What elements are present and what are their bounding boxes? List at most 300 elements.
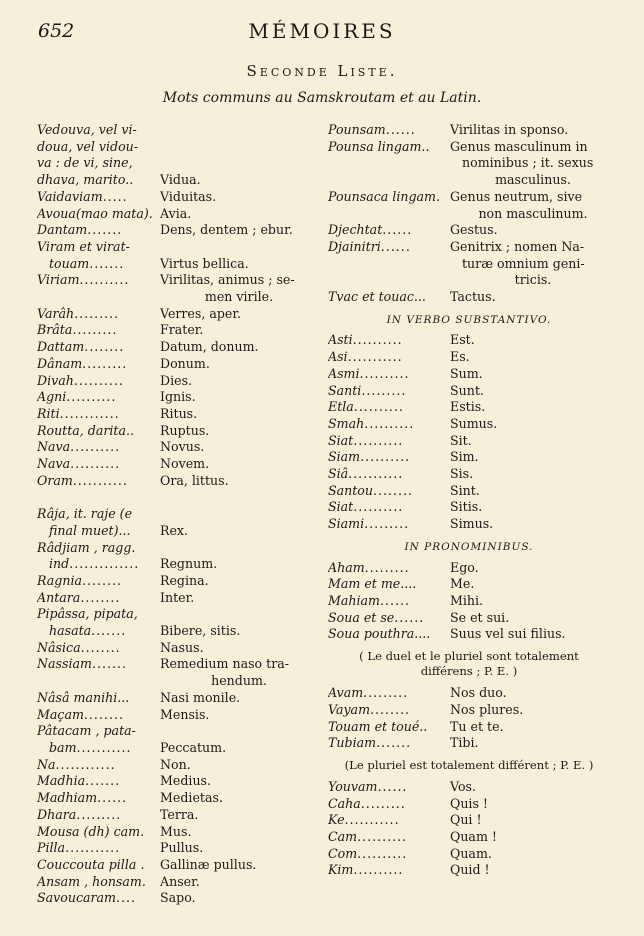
sanskrit-headword <box>37 807 160 824</box>
dictionary-entry <box>328 499 610 516</box>
latin-gloss <box>160 890 312 907</box>
headword-line: Vedouva, vel vi- <box>37 122 137 137</box>
dictionary-entry <box>37 189 312 206</box>
dictionary-entry <box>37 773 312 790</box>
dot-leader: ......... <box>363 685 409 701</box>
latin-gloss <box>160 373 312 390</box>
dictionary-entry <box>37 840 312 857</box>
latin-gloss <box>160 640 312 657</box>
gloss-line <box>160 723 312 740</box>
headword-line: Tubiam....... <box>328 735 412 751</box>
gloss-line: Genitrix ; nomen Na- <box>450 238 585 254</box>
sanskrit-headword <box>328 483 450 500</box>
dictionary-entry <box>328 289 610 306</box>
note-line: ( Le duel et le pluriel sont totalement <box>359 649 579 664</box>
gloss-line: Quid ! <box>450 862 490 878</box>
dictionary-entry <box>37 757 312 774</box>
dictionary-entry <box>37 206 312 223</box>
gloss-line: Vidua. <box>160 172 201 188</box>
headword-line: Siâ........... <box>328 466 404 482</box>
headword-line: Couccouta pilla . <box>37 856 145 872</box>
gloss-line: Gestus. <box>450 222 498 238</box>
dictionary-entry <box>328 610 610 627</box>
gloss-line: Ego. <box>450 559 479 575</box>
sanskrit-headword <box>328 433 450 450</box>
latin-gloss <box>160 122 312 189</box>
running-head: MÉMOIRES <box>248 19 396 43</box>
headword-line: Riti............ <box>37 405 120 421</box>
sanskrit-headword <box>328 812 450 829</box>
gloss-line: Tu et te. <box>450 718 504 734</box>
headword-line: Dhara......... <box>37 806 122 822</box>
dot-leader: .......... <box>352 332 403 348</box>
dictionary-entry <box>328 466 610 483</box>
dot-leader: ........ <box>373 482 414 498</box>
gloss-line: Verres, aper. <box>160 305 242 321</box>
latin-gloss <box>160 590 312 607</box>
headword-line: Nava.......... <box>37 456 121 472</box>
sanskrit-headword <box>328 332 450 349</box>
sanskrit-headword <box>37 757 160 774</box>
dictionary-entry <box>37 874 312 891</box>
dot-leader: ........ <box>80 639 121 655</box>
gloss-line <box>160 239 312 256</box>
gloss-line: Sapo. <box>160 890 196 906</box>
sanskrit-headword <box>328 685 450 702</box>
dictionary-entry <box>328 862 610 879</box>
gloss-line: Nos plures. <box>450 701 524 717</box>
sanskrit-headword <box>37 272 160 289</box>
latin-gloss <box>160 239 312 272</box>
gloss-line: Regnum. <box>160 556 218 572</box>
latin-gloss <box>450 189 610 222</box>
latin-gloss <box>450 383 610 400</box>
latin-gloss <box>450 560 610 577</box>
headword-line: Viriam.......... <box>37 272 130 288</box>
latin-gloss <box>450 626 610 643</box>
dictionary-entry <box>328 846 610 863</box>
dot-leader: ...... <box>380 592 411 608</box>
dot-leader: ....... <box>91 656 127 672</box>
gloss-line: Medius. <box>160 773 212 789</box>
sanskrit-headword <box>37 239 160 272</box>
gloss-line <box>160 122 312 139</box>
sanskrit-headword <box>328 593 450 610</box>
dictionary-entry <box>328 449 610 466</box>
gloss-line: Genus neutrum, sive <box>450 188 583 204</box>
latin-gloss <box>160 439 312 456</box>
latin-gloss <box>450 576 610 593</box>
sanskrit-headword <box>328 796 450 813</box>
gloss-line: Frater. <box>160 322 204 338</box>
dot-leader: ....... <box>87 222 123 238</box>
dot-leader: ........... <box>76 740 132 755</box>
dictionary-entry <box>328 122 610 139</box>
headword-line: Asti.......... <box>328 332 403 348</box>
dictionary-entry <box>328 812 610 829</box>
headword-line: Siami......... <box>328 516 410 532</box>
latin-gloss <box>450 846 610 863</box>
dot-leader: .......... <box>66 389 117 405</box>
headword-line: Na............ <box>37 756 116 772</box>
headword-line: Asmi.......... <box>328 365 410 381</box>
section-heading: IN PRONOMINIBUS. <box>404 540 534 553</box>
gloss-line: Tactus. <box>450 289 496 305</box>
gloss-line <box>160 540 312 557</box>
gloss-line: Regina. <box>160 572 209 588</box>
headword-line: bam........... <box>49 740 132 755</box>
dictionary-entry <box>328 516 610 533</box>
dot-leader: .......... <box>357 845 408 861</box>
sanskrit-headword <box>37 573 160 590</box>
dot-leader: ......... <box>364 516 410 532</box>
dot-leader: .......... <box>353 432 404 448</box>
sanskrit-headword <box>328 449 450 466</box>
dictionary-entry <box>328 593 610 610</box>
sanskrit-headword <box>328 349 450 366</box>
latin-gloss <box>450 289 610 306</box>
gloss-line: Virilitas in sponso. <box>450 122 569 137</box>
dot-leader: ...... <box>97 790 128 806</box>
dictionary-entry <box>328 399 610 416</box>
headword-line: Soua pouthra.... <box>328 626 431 642</box>
sanskrit-headword <box>37 540 160 573</box>
sanskrit-headword <box>328 366 450 383</box>
dictionary-entry <box>37 656 312 689</box>
latin-gloss <box>450 222 610 239</box>
dictionary-entry <box>37 857 312 874</box>
latin-gloss <box>160 322 312 339</box>
headword-line: Dânam......... <box>37 355 128 371</box>
dictionary-entry <box>328 433 610 450</box>
headword-line: Santou........ <box>328 482 414 498</box>
headword-line: Dattam........ <box>37 339 125 355</box>
headword-line: Vaidaviam..... <box>37 188 128 204</box>
gloss-line: Bibere, sitis. <box>160 623 241 639</box>
gloss-line: Sim. <box>450 449 479 465</box>
sanskrit-headword <box>37 773 160 790</box>
headword-line: Pâtacam , pata- <box>37 723 136 739</box>
sanskrit-headword <box>37 206 160 223</box>
dictionary-entry <box>37 272 312 305</box>
gloss-line: Novem. <box>160 456 210 472</box>
gloss-line: Rex. <box>160 522 189 538</box>
headword-line: Youvam...... <box>328 778 408 794</box>
dot-leader: .............. <box>69 556 140 572</box>
gloss-line: masculinus. <box>495 172 571 188</box>
latin-gloss <box>450 796 610 813</box>
headword-line: Djainitri...... <box>328 238 411 254</box>
sanskrit-headword <box>37 824 160 841</box>
latin-gloss <box>450 685 610 702</box>
gloss-line: Vos. <box>450 778 476 794</box>
latin-gloss <box>450 702 610 719</box>
latin-gloss <box>450 239 610 289</box>
gloss-line: Dens, dentem ; ebur. <box>160 222 293 238</box>
gloss-line: Me. <box>450 576 475 592</box>
sanskrit-headword <box>328 122 450 139</box>
dictionary-entry <box>37 606 312 639</box>
dot-leader: ......... <box>82 355 128 371</box>
dictionary-entry <box>328 719 610 736</box>
latin-gloss <box>450 483 610 500</box>
dictionary-entry <box>328 702 610 719</box>
latin-gloss <box>160 306 312 323</box>
headword-line: Maçam........ <box>37 706 124 722</box>
latin-gloss <box>160 506 312 539</box>
section-heading: IN VERBO SUBSTANTIVO. <box>386 313 552 326</box>
sanskrit-headword <box>37 890 160 907</box>
gloss-line: Terra. <box>160 806 199 822</box>
headword-line: Com.......... <box>328 845 408 861</box>
dot-leader: .... <box>115 890 136 906</box>
gloss-line: Est. <box>450 332 475 348</box>
latin-gloss <box>160 540 312 573</box>
dictionary-entry <box>37 389 312 406</box>
gloss-line: Estis. <box>450 399 486 415</box>
dot-leader: ........ <box>84 339 125 355</box>
latin-gloss <box>160 874 312 891</box>
sanskrit-headword <box>328 499 450 516</box>
gloss-line: Pullus. <box>160 840 204 856</box>
dictionary-entry <box>328 222 610 239</box>
sanskrit-headword <box>37 389 160 406</box>
sanskrit-headword <box>328 735 450 752</box>
headword-line: Pounsaca lingam. <box>328 188 440 204</box>
sanskrit-headword <box>37 456 160 473</box>
latin-gloss <box>160 206 312 223</box>
gloss-line: Ritus. <box>160 405 198 421</box>
dot-leader: ........ <box>83 706 124 722</box>
latin-gloss <box>450 433 610 450</box>
headword-line: Vayam........ <box>328 701 411 717</box>
headword-line: Smah.......... <box>328 415 415 431</box>
headword-line: hasata....... <box>49 623 127 639</box>
dot-leader: ........... <box>348 466 404 482</box>
dictionary-entry <box>328 735 610 752</box>
latin-gloss <box>450 499 610 516</box>
dot-leader: .......... <box>79 272 130 288</box>
dictionary-entry <box>328 416 610 433</box>
dictionary-entry <box>37 122 312 189</box>
headword-line: Mahiam...... <box>328 592 411 608</box>
gloss-line: Mensis. <box>160 706 210 722</box>
dot-leader: .......... <box>360 449 411 465</box>
headword-line: va : de vi, sine, <box>37 155 133 171</box>
dot-leader: .......... <box>353 862 404 878</box>
right-column <box>328 122 610 879</box>
sanskrit-headword <box>328 466 450 483</box>
sanskrit-headword <box>37 707 160 724</box>
dot-leader: ........... <box>344 812 400 828</box>
dictionary-entry <box>37 824 312 841</box>
latin-gloss <box>450 829 610 846</box>
dictionary-entry <box>37 473 312 490</box>
headword-line: Pounsa lingam.. <box>328 138 430 154</box>
dot-leader: ....... <box>376 735 412 751</box>
dictionary-entry <box>328 349 610 366</box>
dictionary-entry <box>37 640 312 657</box>
headword-line: ind.............. <box>49 556 140 572</box>
sanskrit-headword <box>37 640 160 657</box>
dictionary-entry <box>37 807 312 824</box>
latin-gloss <box>160 723 312 756</box>
headword-line: Nâsica........ <box>37 639 121 655</box>
latin-gloss <box>450 399 610 416</box>
gloss-line: Sit. <box>450 432 472 448</box>
dictionary-entry <box>37 423 312 440</box>
latin-gloss <box>450 366 610 383</box>
dot-leader: .......... <box>359 365 410 381</box>
headword-line: Siat.......... <box>328 432 404 448</box>
gloss-line: Mus. <box>160 823 192 839</box>
gloss-line: Sumus. <box>450 415 498 431</box>
headword-line: Nâsâ manihi... <box>37 689 130 705</box>
page-number: 652 <box>38 20 75 42</box>
headword-line: Dantam....... <box>37 222 123 238</box>
gloss-line: Remedium naso tra- <box>160 656 289 672</box>
headword-line: Brâta......... <box>37 322 118 338</box>
dictionary-entry <box>37 439 312 456</box>
dictionary-entry <box>37 573 312 590</box>
dictionary-entry <box>328 366 610 383</box>
headword-line: Asi........... <box>328 349 403 365</box>
sanskrit-headword <box>37 122 160 189</box>
dictionary-entry <box>328 483 610 500</box>
sanskrit-headword <box>37 656 160 673</box>
gloss-line: Inter. <box>160 589 195 605</box>
sanskrit-headword <box>37 423 160 440</box>
headword-line: Kim.......... <box>328 862 404 878</box>
headword-line: Agni.......... <box>37 389 117 405</box>
latin-gloss <box>450 449 610 466</box>
list-subtitle: Mots communs au Samskroutam et au Latin. <box>162 90 482 106</box>
latin-gloss <box>160 824 312 841</box>
headword-line: Oram........... <box>37 472 128 488</box>
sanskrit-headword <box>37 339 160 356</box>
headword-line: Pipâssa, pipata, <box>37 606 138 622</box>
dot-leader: .......... <box>73 372 124 388</box>
dictionary-entry <box>328 576 610 593</box>
headword-line: Pilla........... <box>37 840 121 856</box>
latin-gloss <box>450 812 610 829</box>
headword-line: final muet)... <box>49 522 131 538</box>
headword-line: Tvac et touac... <box>328 289 426 305</box>
dot-leader: ............ <box>55 756 116 772</box>
sanskrit-headword <box>328 862 450 879</box>
latin-gloss <box>450 332 610 349</box>
editorial-note <box>328 758 610 773</box>
sanskrit-headword <box>37 874 160 891</box>
dot-leader: ......... <box>364 559 410 575</box>
dictionary-entry <box>37 456 312 473</box>
sanskrit-headword <box>37 439 160 456</box>
dot-leader: ...... <box>382 222 413 238</box>
gloss-line: Sitis. <box>450 499 483 515</box>
gloss-line: Quam ! <box>450 829 497 845</box>
dictionary-entry <box>37 222 312 239</box>
gloss-line: Gallinæ pullus. <box>160 856 257 872</box>
gloss-line: Nos duo. <box>450 685 507 701</box>
latin-gloss <box>160 573 312 590</box>
latin-gloss <box>160 857 312 874</box>
dot-leader: ......... <box>72 322 118 338</box>
sanskrit-headword <box>328 189 450 206</box>
gloss-line: Peccatum. <box>160 740 227 755</box>
latin-gloss <box>160 222 312 239</box>
dictionary-entry <box>328 796 610 813</box>
headword-line: Mousa (dh) cam. <box>37 823 145 839</box>
sanskrit-headword <box>328 779 450 796</box>
dot-leader: ......... <box>360 795 406 811</box>
headword-line: Ke........... <box>328 812 400 828</box>
dictionary-entry <box>37 322 312 339</box>
latin-gloss <box>450 862 610 879</box>
gloss-line: Ora, littus. <box>160 472 229 488</box>
dot-leader: .......... <box>353 499 404 515</box>
headword-line: Râja, it. raje (e <box>37 506 133 522</box>
dictionary-entry <box>328 779 610 796</box>
headword-line: Antara........ <box>37 589 121 605</box>
headword-line: Madhia....... <box>37 773 121 789</box>
headword-line: Touam et toué.. <box>328 718 428 734</box>
sanskrit-headword <box>37 322 160 339</box>
sanskrit-headword <box>37 473 160 490</box>
latin-gloss <box>450 122 610 139</box>
headword-line: touam....... <box>49 255 125 271</box>
gloss-line: Virtus bellica. <box>160 255 249 271</box>
latin-gloss <box>450 610 610 627</box>
headword-line: Soua et se...... <box>328 609 425 625</box>
latin-gloss <box>160 707 312 724</box>
dot-leader: ....... <box>91 623 127 639</box>
headword-line: Ragnia........ <box>37 572 123 588</box>
dot-leader: .......... <box>364 415 415 431</box>
dot-leader: ........ <box>370 701 411 717</box>
sanskrit-headword <box>37 189 160 206</box>
dictionary-entry <box>37 373 312 390</box>
gloss-line: nominibus ; it. sexus <box>462 155 594 171</box>
sanskrit-headword <box>37 723 160 756</box>
latin-gloss <box>450 516 610 533</box>
gloss-line: Mihi. <box>450 592 484 608</box>
dot-leader: ..... <box>102 188 128 204</box>
dictionary-entry <box>37 306 312 323</box>
gloss-line: tricis. <box>514 272 552 288</box>
gloss-line <box>160 155 312 172</box>
dot-leader: ...... <box>385 122 416 137</box>
headword-line: Siat.......... <box>328 499 404 515</box>
latin-gloss <box>160 356 312 373</box>
gloss-line: Suus vel sui filius. <box>450 626 566 642</box>
latin-gloss <box>160 339 312 356</box>
dot-leader: ....... <box>85 773 121 789</box>
headword-line: Viram et virat- <box>37 238 130 254</box>
sanskrit-headword <box>328 610 450 627</box>
sanskrit-headword <box>328 719 450 736</box>
gloss-line: men virile. <box>204 289 274 305</box>
headword-line: Ansam , honsam. <box>37 873 146 889</box>
sanskrit-headword <box>328 626 450 643</box>
latin-gloss <box>160 807 312 824</box>
dot-leader: .......... <box>70 439 121 455</box>
gloss-line: Tibi. <box>450 735 479 751</box>
sanskrit-headword <box>328 516 450 533</box>
latin-gloss <box>160 790 312 807</box>
latin-gloss <box>450 593 610 610</box>
sanskrit-headword <box>37 690 160 707</box>
dictionary-entry <box>37 707 312 724</box>
